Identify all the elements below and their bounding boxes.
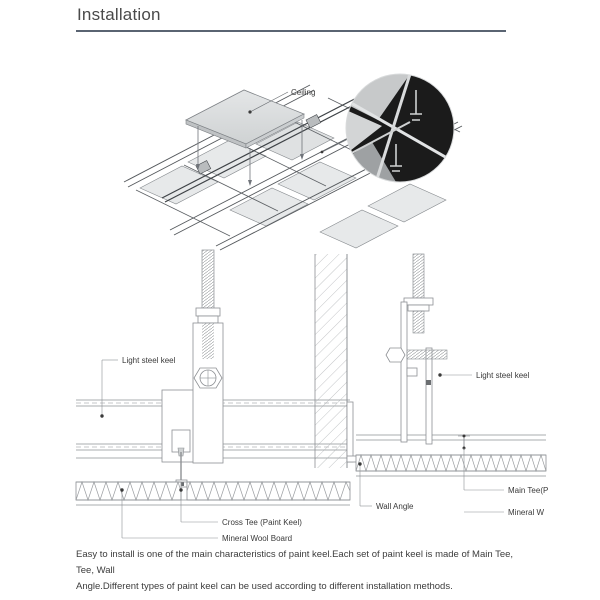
label-mineral-wool-board: Mineral Wool Board bbox=[222, 534, 293, 543]
label-right-light-steel-keel: Light steel keel bbox=[476, 371, 530, 380]
ceiling-grid-isometric-diagram bbox=[110, 70, 470, 250]
left-mineral-wool-board bbox=[76, 482, 350, 505]
label-main-tee: Main Tee(P bbox=[508, 486, 549, 495]
ceiling-grid-photo-inset bbox=[346, 74, 454, 182]
label-right-mineral-wool: Mineral W bbox=[508, 508, 545, 517]
right-leader-light-steel-keel bbox=[438, 373, 472, 376]
label-wall-angle: Wall Angle bbox=[376, 502, 414, 511]
label-left-light-steel-keel: Light steel keel bbox=[122, 356, 176, 365]
caption-line-2: Tee, Wall bbox=[76, 565, 115, 576]
left-leader-light-steel-keel bbox=[100, 360, 118, 418]
left-threaded-rod-assembly bbox=[193, 250, 223, 463]
left-bolt-head bbox=[194, 368, 222, 388]
wall-hatched bbox=[315, 254, 347, 468]
installation-caption bbox=[76, 547, 526, 595]
caption-line-1: Easy to install is one of the main characteristics of paint keel.Each set of paint keel is made of Main Tee, bbox=[76, 549, 514, 560]
title-divider bbox=[76, 30, 506, 32]
right-threaded-rod-assembly bbox=[386, 254, 447, 444]
section-detail-drawings bbox=[60, 250, 600, 543]
label-cross-tee: Cross Tee (Paint Keel) bbox=[222, 518, 302, 527]
left-section-detail bbox=[76, 250, 350, 543]
right-mineral-wool-board bbox=[356, 455, 546, 476]
right-leader-main-tee bbox=[458, 435, 504, 513]
label-ceiling: Ceiling bbox=[291, 88, 316, 97]
right-wall-section-detail bbox=[315, 254, 548, 517]
caption-line-3: Angle.Different types of paint keel can be used according to different installation methods. bbox=[76, 581, 453, 592]
page-title: Installation bbox=[77, 5, 161, 24]
right-rails bbox=[356, 435, 546, 440]
page-header bbox=[0, 0, 600, 40]
wall-angle-bracket bbox=[347, 402, 375, 462]
